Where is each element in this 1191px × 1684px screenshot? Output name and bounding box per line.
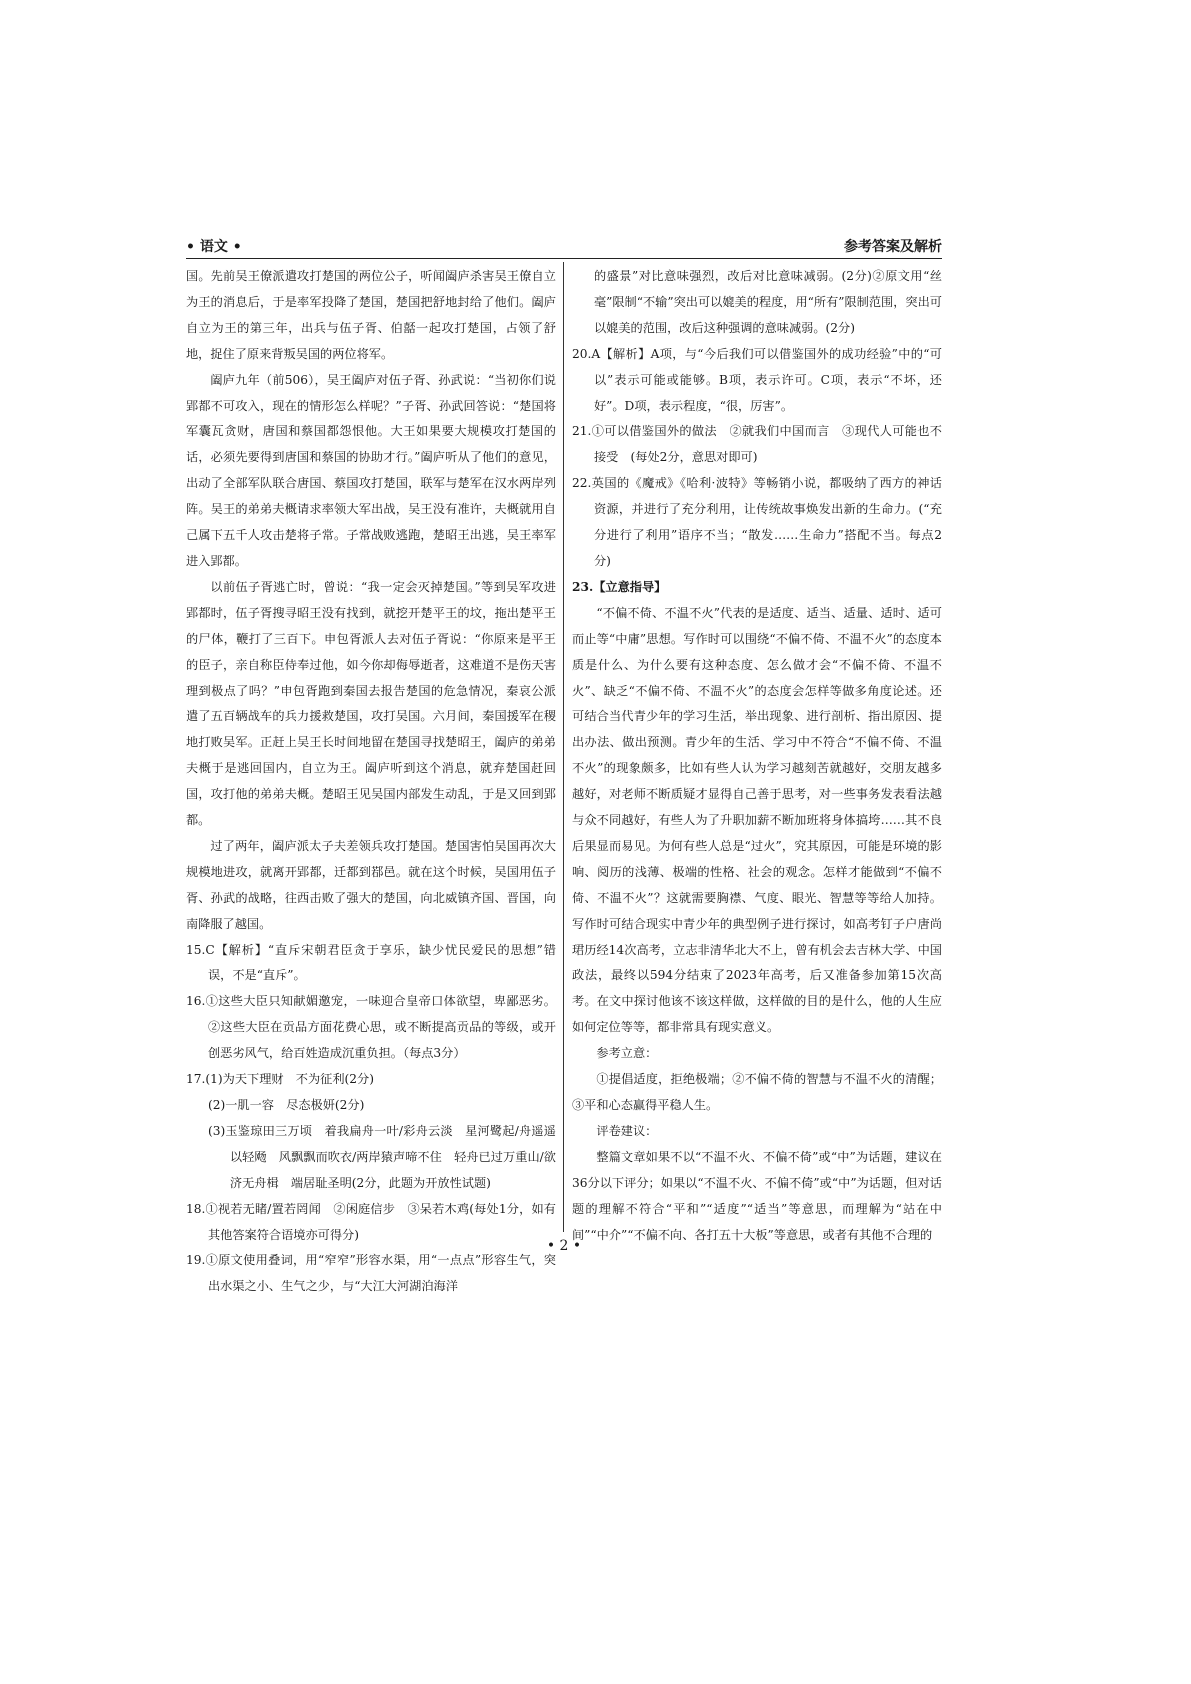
right-column — [572, 264, 942, 1248]
answer-paragraph: 的盛景”对比意味强烈，改后对比意味减弱。(2分)②原文用“丝毫”限制“不输”突出可以媲美的程度，用“所有”限制范围，突出可以媲美的范围，改后这种强调的意味减弱。(2分) — [593, 269, 942, 335]
answer-paragraph: 参考立意： — [596, 1046, 658, 1061]
answer-paragraph: “不偏不倚、不温不火”代表的是适度、适当、适量、适时、适可而止等“中庸”思想。写作时可以围绕“不偏不倚、不温不火”的态度本质是什么、为什么要有这种态度、怎么做才会“不偏不倚、不温不火”、缺乏“不偏不倚、不温不火”的态度会怎样等做多角度论述。还可结合当代青少年的学习生活，举出现象、进行剖析、指出原因、提出办法、做出预测。青少年的生活、学习中不符合“不偏不倚、不温不火”的现象颇多，比如有些人认为学习越刻苦就越好，交朋友越多越好，对老师不断质疑才显得自己善于思考，对一些事务发表看法越与众不同越好，有些人为了升职加薪不断加班将身体搞垮……其不良后果显而易见。为何有些人总是“过火”，究其原因，可能是环境的影响、阅历的浅薄、极端的性格、社会的观念。怎样才能做到“不偏不倚、不温不火”？这就需要胸襟、气度、眼光、智慧等等给人加持。写作时可结合现实中青少年的典型例子进行探讨，如高考钉子户唐尚珺历经14次高考，立志非清华北大不上，曾有机会去吉林大学、中国政法，最终以594分结束了2023年高考，后又准备参加第15次高考。在文中探讨他该不该这样做，这样做的目的是什么，他的人生应如何定位等等，都非常具有现实意义。 — [572, 605, 942, 1035]
answer-page — [186, 236, 942, 1294]
answer-paragraph: 过了两年，阖庐派太子夫差领兵攻打楚国。楚国害怕吴国再次大规模地进攻，就离开郢都，迁都到鄀邑。就在这个时候，吴国用伍子胥、孙武的战略，往西击败了强大的楚国，向北威镇齐国、晋国，向南降服了越国。 — [186, 838, 556, 931]
column-divider — [563, 262, 564, 1232]
answer-paragraph: 19.①原文使用叠词，用“窄窄”形容水渠，用“一点点”形容生气，突出水渠之小、生气之少，与“大江大河湖泊海洋 — [186, 1253, 556, 1294]
answer-paragraph: 18.①视若无睹/置若罔闻 ②闲庭信步 ③呆若木鸡(每处1分，如有其他答案符合语境亦可得分) — [186, 1201, 556, 1242]
answer-paragraph: 22.英国的《魔戒》《哈利·波特》等畅销小说，都吸纳了西方的神话资源，并进行了充分利用，让传统故事焕发出新的生命力。(“充分进行了利用”语序不当；“散发……生命力”搭配不当。每点2分) — [572, 476, 942, 568]
answer-paragraph: 23.【立意指导】 — [572, 579, 667, 594]
answer-paragraph: (3)玉鉴琼田三万顷 着我扁舟一叶/彩舟云淡 星河鹭起/舟遥遥以轻飏 风飘飘而吹衣/两岸猿声啼不住 轻舟已过万重山/欲济无舟楫 端居耻圣明(2分，此题为开放性试题) — [207, 1123, 556, 1190]
answer-paragraph: ①提倡适度，拒绝极端；②不偏不倚的智慧与不温不火的清醒；③平和心态赢得平稳人生。 — [572, 1072, 942, 1112]
answer-paragraph: 评卷建议： — [596, 1123, 658, 1138]
left-column — [186, 264, 556, 1300]
answer-paragraph: 国。先前吴王僚派遣攻打楚国的两位公子，听闻阖庐杀害吴王僚自立为王的消息后，于是率军投降了楚国，楚国把舒地封给了他们。阖庐自立为王的第三年，出兵与伍子胥、伯嚭一起攻打楚国，占领了舒地，捉住了原来背叛吴国的两位将军。 — [186, 269, 556, 361]
page-header — [186, 236, 942, 259]
answer-paragraph: 15.C【解析】“直斥宋朝君臣贪于享乐，缺少忧民爱民的思想”错误，不是“直斥”。 — [186, 942, 556, 983]
answer-paragraph: 阖庐九年（前506），吴王阖庐对伍子胥、孙武说：“当初你们说郢都不可攻入，现在的情形怎么样呢？”子胥、孙武回答说：“楚国将军囊瓦贪财，唐国和蔡国都怨恨他。大王如果要大规模攻打楚国的话，必须先要得到唐国和蔡国的协助才行。”阖庐听从了他们的意见，出动了全部军队联合唐国、蔡国攻打楚国，联军与楚军在汉水两岸列阵。吴王的弟弟夫概请求率领大军出战，吴王没有准许，夫概就用自己属下五千人攻击楚将子常。子常战败逃跑，楚昭王出逃，吴王率军进入郢都。 — [186, 372, 556, 568]
page-number: • 2 • — [546, 1238, 582, 1254]
answer-paragraph: (2)一肌一容 尽态极妍(2分) — [207, 1098, 365, 1112]
answer-paragraph: 17.(1)为天下理财 不为征利(2分) — [186, 1072, 374, 1087]
answer-paragraph: 整篇文章如果不以“不温不火、不偏不倚”或“中”为话题，建议在36分以下评分；如果以“不温不火、不偏不倚”或“中”为话题，但对话题的理解不符合“平和”“适度”“适当”等意思，而理解为“站在中间”“中介”“不偏不向、各打五十大板”等意思，或者有其他不合理的 — [572, 1149, 942, 1242]
subject-label: • 语文 • — [186, 239, 242, 255]
answer-paragraph: 以前伍子胥逃亡时，曾说：“我一定会灭掉楚国。”等到吴军攻进郢都时，伍子胥搜寻昭王没有找到，就挖开楚平王的坟，拖出楚平王的尸体，鞭打了三百下。申包胥派人去对伍子胥说：“你原来是平王的臣子，亲自称臣侍奉过他，如今你却侮辱逝者，这难道不是伤天害理到极点了吗？”申包胥跑到秦国去报告楚国的危急情况，秦哀公派遣了五百辆战车的兵力援救楚国，攻打吴国。六月间，秦国援军在稷地打败吴军。正赶上吴王长时间地留在楚国寻找楚昭王，阖庐的弟弟夫概于是逃回国内，自立为王。阖庐听到这个消息，就弃楚国赶回国，攻打他的弟弟夫概。楚昭王见吴国内部发生动乱，于是又回到郢都。 — [186, 579, 556, 828]
answer-paragraph: 20.A【解析】A项，与“今后我们可以借鉴国外的成功经验”中的“可以”表示可能或能够。B项，表示许可。C项，表示“不坏，还好”。D项，表示程度，“很，厉害”。 — [572, 346, 942, 413]
answer-paragraph: 16.①这些大臣只知献媚邀宠，一味迎合皇帝口体欲望，卑鄙恶劣。②这些大臣在贡品方面花费心思，或不断提高贡品的等级，或开创恶劣风气，给百姓造成沉重负担。（每点3分） — [186, 994, 556, 1061]
section-title: 参考答案及解析 — [844, 239, 942, 255]
answer-paragraph: 21.①可以借鉴国外的做法 ②就我们中国而言 ③现代人可能也不接受 (每处2分，意思对即可) — [572, 424, 942, 465]
